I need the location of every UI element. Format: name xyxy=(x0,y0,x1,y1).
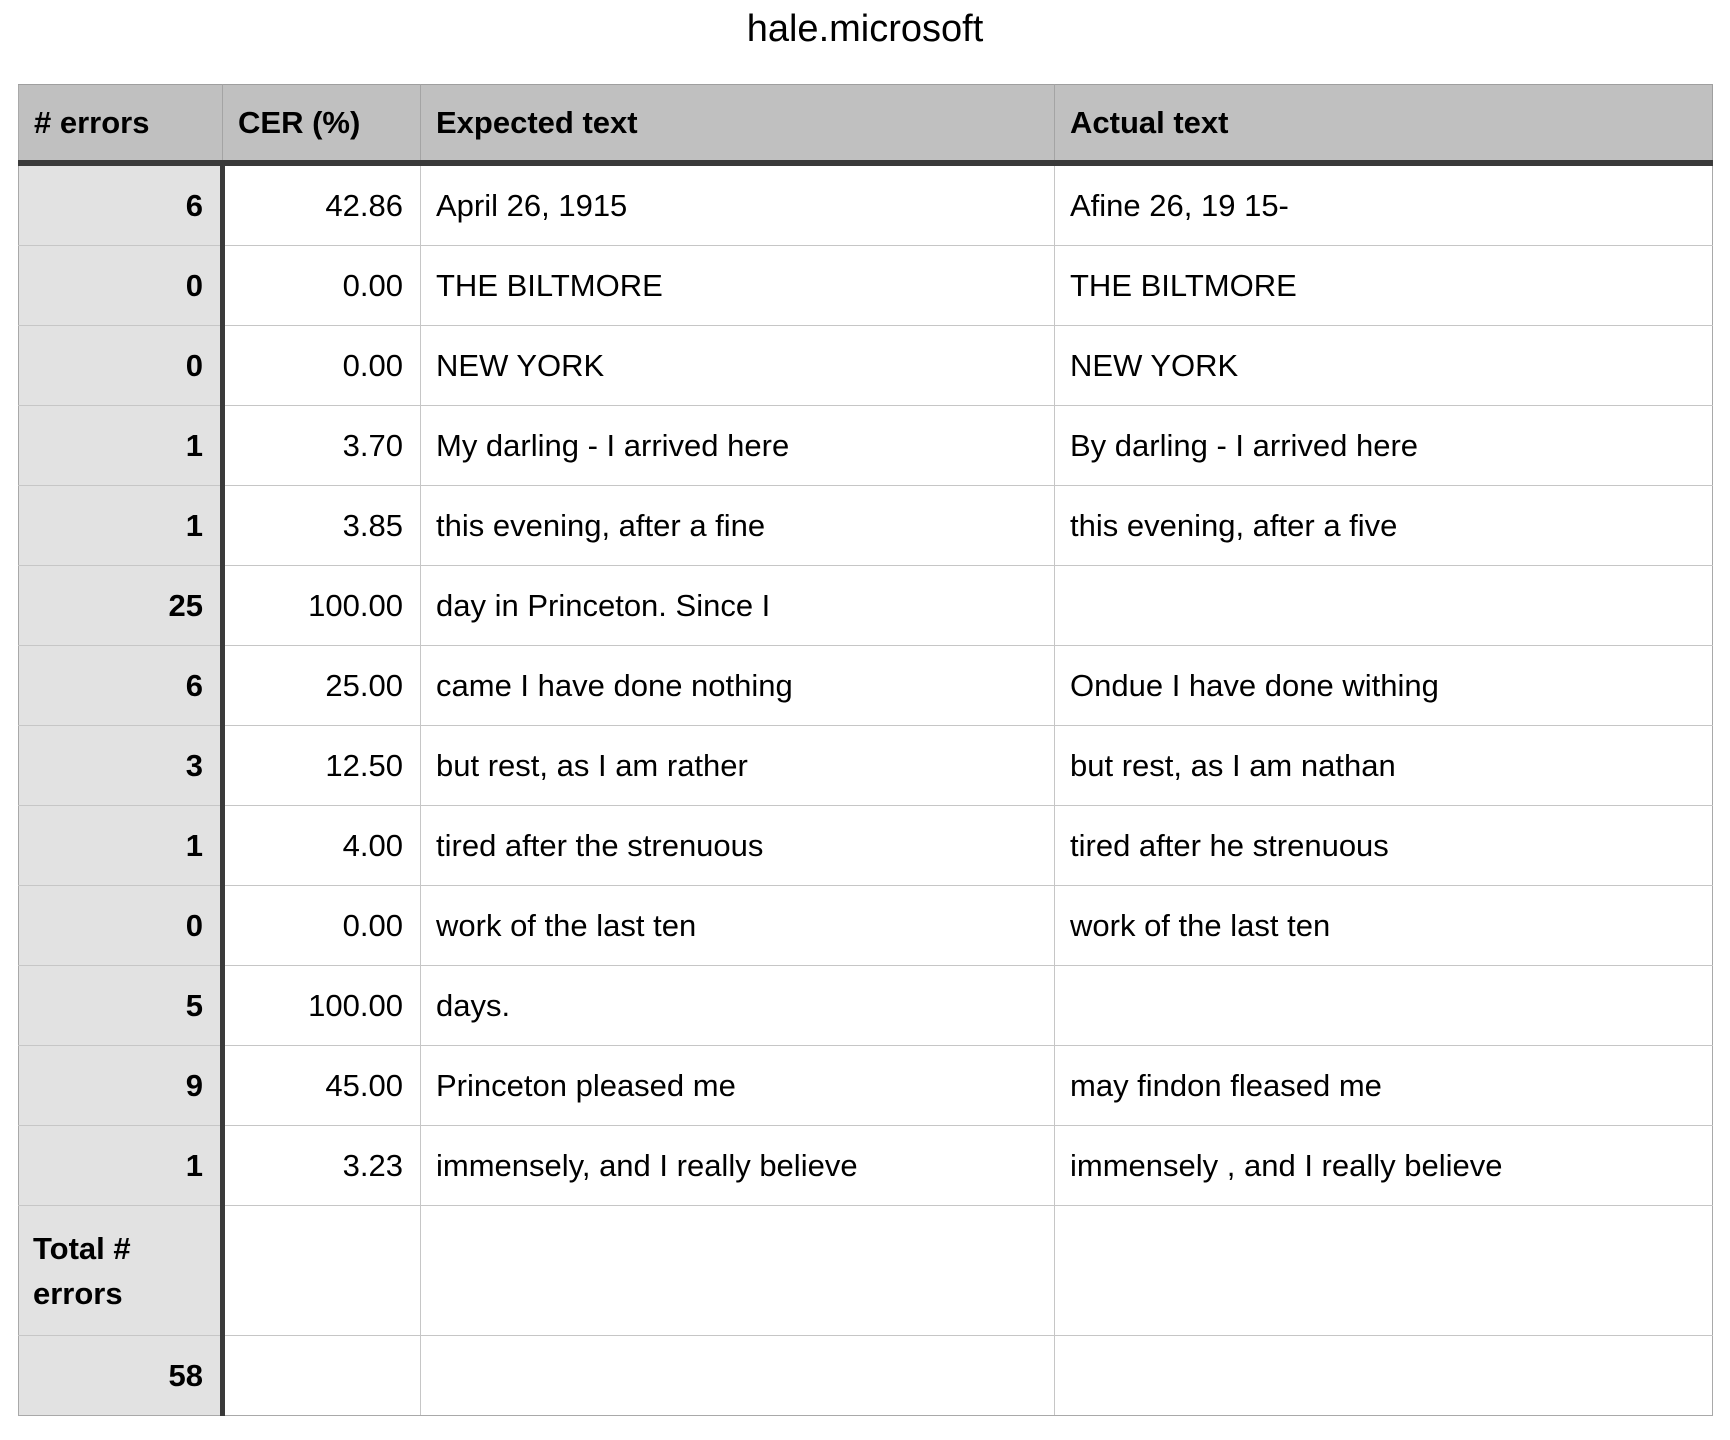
actual-text-cell[interactable]: immensely , and I really believe xyxy=(1055,1126,1713,1206)
table-row xyxy=(19,326,1713,406)
errors-cell[interactable]: 6 xyxy=(19,646,223,726)
expected-text-cell[interactable]: days. xyxy=(421,966,1055,1046)
errors-cell[interactable]: 1 xyxy=(19,806,223,886)
expected-text-cell[interactable]: tired after the strenuous xyxy=(421,806,1055,886)
cer-cell[interactable]: 42.86 xyxy=(223,163,421,246)
actual-text-cell[interactable] xyxy=(1055,966,1713,1046)
cer-cell[interactable]: 0.00 xyxy=(223,886,421,966)
table-row xyxy=(19,1126,1713,1206)
column-header-cer[interactable]: CER (%) xyxy=(223,85,421,164)
table-row xyxy=(19,566,1713,646)
actual-text-cell[interactable]: this evening, after a five xyxy=(1055,486,1713,566)
table-row xyxy=(19,886,1713,966)
expected-text-cell[interactable] xyxy=(421,1336,1055,1416)
cer-results-table xyxy=(18,84,1713,1416)
cer-cell[interactable]: 3.23 xyxy=(223,1126,421,1206)
expected-text-cell[interactable]: Princeton pleased me xyxy=(421,1046,1055,1126)
cer-cell[interactable]: 0.00 xyxy=(223,246,421,326)
table-row xyxy=(19,806,1713,886)
actual-text-cell[interactable] xyxy=(1055,1336,1713,1416)
cer-cell[interactable]: 12.50 xyxy=(223,726,421,806)
header-row xyxy=(19,85,1713,164)
actual-text-cell[interactable]: but rest, as I am nathan xyxy=(1055,726,1713,806)
expected-text-cell[interactable]: came I have done nothing xyxy=(421,646,1055,726)
expected-text-cell[interactable]: April 26, 1915 xyxy=(421,163,1055,246)
expected-text-cell[interactable]: but rest, as I am rather xyxy=(421,726,1055,806)
table-row xyxy=(19,646,1713,726)
table-row xyxy=(19,1046,1713,1126)
total-errors-label-row xyxy=(19,1206,1713,1336)
cer-cell[interactable]: 100.00 xyxy=(223,566,421,646)
actual-text-cell[interactable]: By darling - I arrived here xyxy=(1055,406,1713,486)
actual-text-cell[interactable]: Ondue I have done withing xyxy=(1055,646,1713,726)
expected-text-cell[interactable]: NEW YORK xyxy=(421,326,1055,406)
actual-text-cell[interactable] xyxy=(1055,1206,1713,1336)
cer-cell[interactable]: 3.70 xyxy=(223,406,421,486)
column-header-errors[interactable]: # errors xyxy=(19,85,223,164)
cer-cell[interactable]: 0.00 xyxy=(223,326,421,406)
actual-text-cell[interactable]: tired after he strenuous xyxy=(1055,806,1713,886)
errors-cell[interactable]: 25 xyxy=(19,566,223,646)
cer-cell[interactable]: 4.00 xyxy=(223,806,421,886)
cer-cell[interactable]: 3.85 xyxy=(223,486,421,566)
expected-text-cell[interactable]: day in Princeton. Since I xyxy=(421,566,1055,646)
errors-cell[interactable]: 0 xyxy=(19,886,223,966)
errors-cell[interactable]: 1 xyxy=(19,406,223,486)
table-row xyxy=(19,163,1713,246)
actual-text-cell[interactable]: THE BILTMORE xyxy=(1055,246,1713,326)
expected-text-cell[interactable]: My darling - I arrived here xyxy=(421,406,1055,486)
total-errors-label-cell[interactable]: Total # errors xyxy=(19,1206,223,1336)
errors-cell[interactable]: 6 xyxy=(19,163,223,246)
column-header-expected[interactable]: Expected text xyxy=(421,85,1055,164)
expected-text-cell[interactable]: THE BILTMORE xyxy=(421,246,1055,326)
expected-text-cell[interactable]: immensely, and I really believe xyxy=(421,1126,1055,1206)
errors-cell[interactable]: 9 xyxy=(19,1046,223,1126)
errors-cell[interactable]: 0 xyxy=(19,326,223,406)
errors-cell[interactable]: 1 xyxy=(19,1126,223,1206)
errors-cell[interactable]: 0 xyxy=(19,246,223,326)
errors-cell[interactable]: 3 xyxy=(19,726,223,806)
table-row xyxy=(19,726,1713,806)
table-row xyxy=(19,486,1713,566)
total-errors-value-cell[interactable]: 58 xyxy=(19,1336,223,1416)
cer-cell[interactable]: 25.00 xyxy=(223,646,421,726)
cer-cell[interactable] xyxy=(223,1206,421,1336)
total-errors-value-row xyxy=(19,1336,1713,1416)
actual-text-cell[interactable]: work of the last ten xyxy=(1055,886,1713,966)
sheet-title: hale.microsoft xyxy=(746,8,984,50)
cer-cell[interactable]: 45.00 xyxy=(223,1046,421,1126)
cer-cell[interactable] xyxy=(223,1336,421,1416)
errors-cell[interactable]: 1 xyxy=(19,486,223,566)
errors-cell[interactable]: 5 xyxy=(19,966,223,1046)
table-row xyxy=(19,966,1713,1046)
actual-text-cell[interactable]: NEW YORK xyxy=(1055,326,1713,406)
expected-text-cell[interactable]: work of the last ten xyxy=(421,886,1055,966)
actual-text-cell[interactable] xyxy=(1055,566,1713,646)
expected-text-cell[interactable]: this evening, after a fine xyxy=(421,486,1055,566)
table-row xyxy=(19,246,1713,326)
expected-text-cell[interactable] xyxy=(421,1206,1055,1336)
cer-cell[interactable]: 100.00 xyxy=(223,966,421,1046)
column-header-actual[interactable]: Actual text xyxy=(1055,85,1713,164)
actual-text-cell[interactable]: Afine 26, 19 15- xyxy=(1055,163,1713,246)
table-row xyxy=(19,406,1713,486)
actual-text-cell[interactable]: may findon fleased me xyxy=(1055,1046,1713,1126)
